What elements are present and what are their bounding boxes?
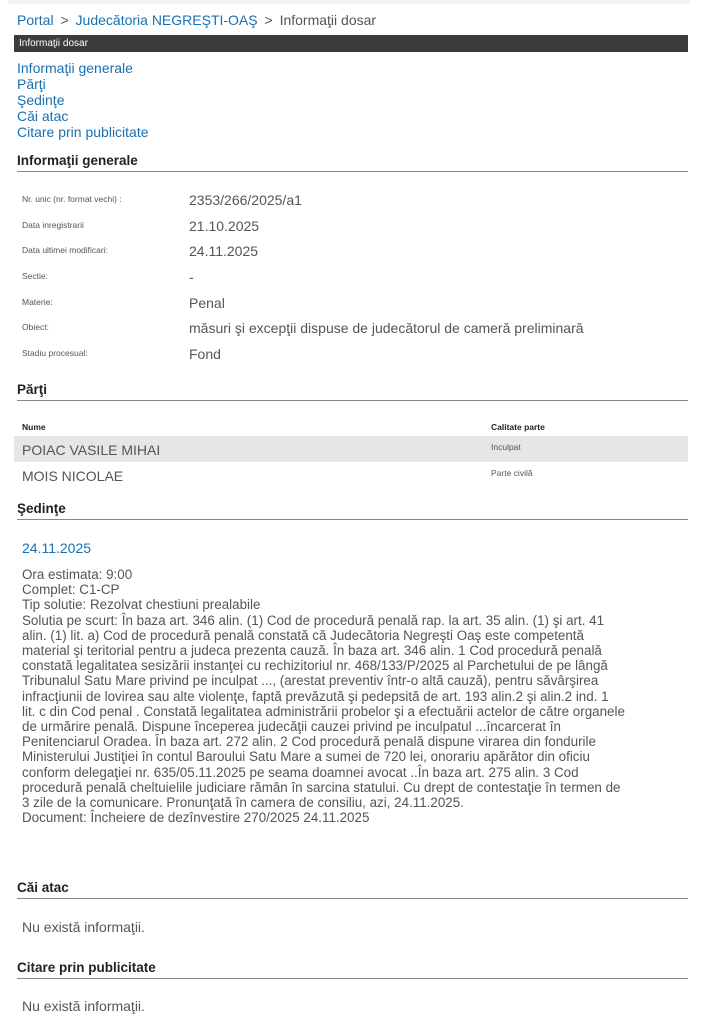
- party-role: Inculpat: [491, 442, 521, 452]
- info-label: Data ultimei modificari:: [22, 245, 108, 255]
- table-row: [14, 462, 688, 488]
- session-line: conform delegaţiei nr. 635/05.11.2025 pe seama doamnei avocat ..În baza art. 275 alin. 3 Cod: [22, 764, 579, 780]
- heading-cai-atac: Căi atac: [17, 880, 688, 899]
- nav-link-cai-atac[interactable]: Căi atac: [17, 108, 69, 124]
- heading-citare: Citare prin publicitate: [17, 960, 688, 979]
- session-line: Complet: C1-CP: [22, 582, 120, 598]
- session-line: lit. c din Cod penal . Constată legalitatea administrării probelor şi a efectuării actelor de către organele: [22, 703, 625, 719]
- section-nav: [17, 60, 149, 140]
- info-value: 24.11.2025: [189, 243, 259, 259]
- session-line: Tribunalul Satu Mare privind pe inculpat ..., (arestat preventiv într-o altă cauză), pentru săvârşirea: [22, 673, 599, 689]
- heading-sedinte: Şedinţe: [17, 501, 688, 520]
- info-label: Data inregistrarii: [22, 220, 84, 230]
- session-line: Ministerului Justiţiei în contul Baroului Satu Mare a sumei de 720 lei, onorariu apărător din oficiu: [22, 749, 590, 765]
- session-line: Ora estimata: 9:00: [22, 567, 133, 582]
- session-line: 3 zile de la comunicare. Pronunţată în camera de consiliu, azi, 24.11.2025.: [22, 795, 464, 811]
- session-line: Penitenciarul Oradea. În baza art. 272 alin. 2 Cod procedură penală dispune virarea din fondurile: [22, 734, 596, 750]
- session-line: de urmărire penală. Dispune începerea judecăţii cauzei privind pe inculpatul ...încarcerat în: [22, 719, 561, 735]
- info-label: Obiect:: [22, 322, 49, 332]
- breadcrumb-separator: >: [264, 12, 273, 28]
- breadcrumb-current: Informaţii dosar: [279, 12, 377, 28]
- info-label: Materie:: [22, 297, 53, 307]
- heading-parti: Părţi: [17, 382, 688, 401]
- session-line: Solutia pe scurt: În baza art. 346 alin. (1) Cod de procedură penală rap. la art. 35 alin. (1) şi art. 41: [22, 612, 605, 628]
- nav-link-informatii-generale[interactable]: Informaţii generale: [17, 60, 133, 76]
- nav-link-sedinte[interactable]: Şedinţe: [17, 92, 65, 108]
- session-line: Document: Încheiere de dezînvestire 270/2025 24.11.2025: [22, 810, 370, 826]
- citare-empty-text: Nu există informaţii.: [22, 998, 145, 1014]
- session-line: Tip solutie: Rezolvat chestiuni prealabile: [22, 597, 261, 613]
- info-value: 2353/266/2025/a1: [189, 192, 302, 208]
- party-role: Parte civilă: [491, 468, 533, 478]
- info-value: măsuri şi excepţii dispuse de judecătorul de cameră preliminară: [189, 320, 584, 336]
- breadcrumb: [17, 12, 376, 28]
- info-value: Fond: [189, 346, 221, 362]
- breadcrumb-separator: >: [60, 12, 69, 28]
- top-divider: [8, 0, 690, 4]
- info-label: Stadiu procesual:: [22, 348, 88, 358]
- table-row: [14, 436, 688, 462]
- cai-atac-empty-text: Nu există informaţii.: [22, 919, 145, 935]
- nav-link-parti[interactable]: Părţi: [17, 76, 46, 92]
- column-header-calitate: Calitate parte: [491, 422, 545, 432]
- session-line: material şi teritorial pentru a judeca prezenta cauză. În baza art. 346 alin. 1 Cod procedură penală: [22, 643, 602, 659]
- info-label: Nr. unic (nr. format vechi) :: [22, 194, 122, 204]
- breadcrumb-court-link[interactable]: Judecătoria NEGREŞTI-OAŞ: [75, 12, 258, 28]
- breadcrumb-portal-link[interactable]: Portal: [17, 12, 54, 28]
- session-line: procedură penală cheltuielile judiciare rămân în sarcina statului. Cu drept de contestaţie în termen de: [22, 779, 621, 795]
- session-line: constată legalitatea sesizării instanţei cu rechizitoriul nr. 468/133/P/2025 al Parchetului de pe lângă: [22, 658, 608, 674]
- page-title-bar: Informaţii dosar: [14, 35, 688, 52]
- info-label: Sectie:: [22, 271, 48, 281]
- party-name: MOIS NICOLAE: [22, 468, 124, 484]
- info-value: -: [189, 269, 194, 285]
- info-value: 21.10.2025: [189, 218, 260, 234]
- heading-informatii-generale: Informaţii generale: [17, 153, 688, 172]
- session-details: [22, 567, 690, 825]
- nav-link-citare[interactable]: Citare prin publicitate: [17, 124, 149, 140]
- party-name: POIAC VASILE MIHAI: [22, 442, 161, 458]
- session-date: 24.11.2025: [22, 540, 92, 556]
- info-value: Penal: [189, 295, 225, 311]
- column-header-nume: Nume: [22, 422, 46, 432]
- session-line: alin. (1) lit. a) Cod de procedură penală constată că Judecătoria Negreşti Oaş este competentă: [22, 627, 584, 643]
- session-line: infracţiunii de lovirea sau alte violenţe, faptă prevăzută şi pedepsită de art. 193 alin.2 şi alin.2 ind. 1: [22, 688, 609, 704]
